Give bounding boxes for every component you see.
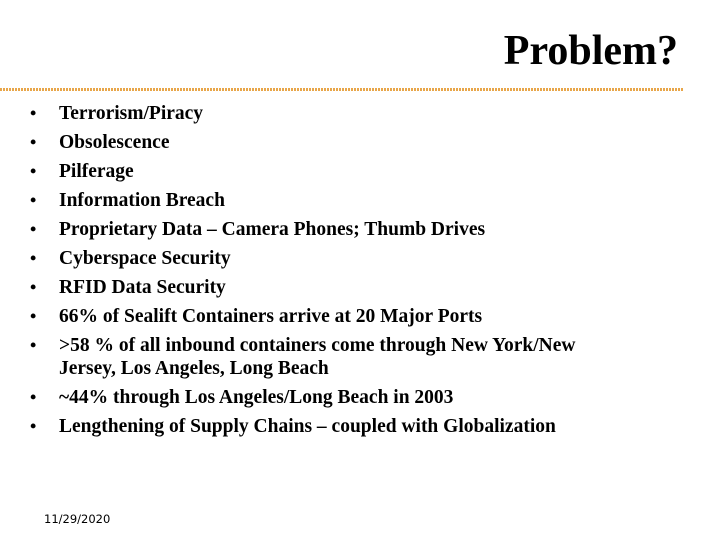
bullet-item	[30, 334, 630, 380]
bullet-text: RFID Data Security	[59, 277, 226, 298]
bullet-item	[30, 247, 630, 270]
bullet-text: Lengthening of Supply Chains – coupled with Globalization	[59, 416, 556, 437]
bullet-dot-icon: •	[30, 103, 37, 123]
bullet-item	[30, 160, 630, 183]
bullet-text: Pilferage	[59, 161, 134, 182]
bullet-dot-icon: •	[30, 219, 37, 239]
bullet-text: Terrorism/Piracy	[59, 103, 204, 124]
bullet-item	[30, 218, 630, 241]
bullet-text: Information Breach	[59, 190, 225, 211]
bullet-text: Cyberspace Security	[59, 248, 231, 269]
bullet-text: >58 % of all inbound containers come through New York/New Jersey, Los Angeles, Long Beach	[59, 335, 576, 379]
bullet-list	[30, 102, 630, 444]
bullet-dot-icon: •	[30, 306, 37, 326]
slide-title: Problem?	[503, 28, 678, 74]
bullet-item	[30, 102, 630, 125]
slide-date: 11/29/2020	[44, 512, 111, 526]
bullet-item	[30, 386, 630, 409]
bullet-text: ~44% through Los Angeles/Long Beach in 2003	[59, 387, 454, 408]
bullet-item	[30, 276, 630, 299]
bullet-text: 66% of Sealift Containers arrive at 20 Major Ports	[59, 306, 483, 327]
bullet-text: Obsolescence	[59, 132, 170, 153]
bullet-item	[30, 131, 630, 154]
bullet-dot-icon: •	[30, 335, 37, 355]
bullet-dot-icon: •	[30, 161, 37, 181]
bullet-dot-icon: •	[30, 277, 37, 297]
bullet-dot-icon: •	[30, 190, 37, 210]
bullet-dot-icon: •	[30, 416, 37, 436]
bullet-dot-icon: •	[30, 248, 37, 268]
bullet-dot-icon: •	[30, 132, 37, 152]
title-divider-rule	[0, 88, 684, 91]
bullet-item	[30, 189, 630, 212]
bullet-item	[30, 305, 630, 328]
bullet-text: Proprietary Data – Camera Phones; Thumb Drives	[59, 219, 486, 240]
bullet-item	[30, 415, 630, 438]
bullet-dot-icon: •	[30, 387, 37, 407]
